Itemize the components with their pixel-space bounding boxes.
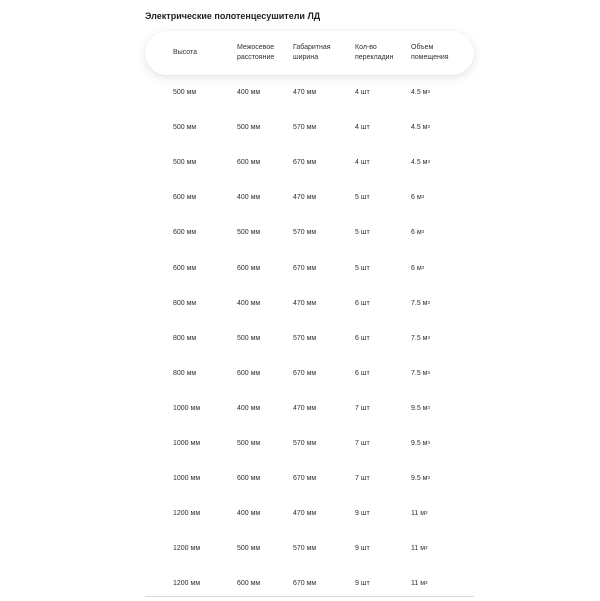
header-overall-width: Габаритная ширина: [293, 44, 331, 61]
unit-superscript: 3: [427, 439, 431, 445]
unit-superscript: 3: [425, 545, 428, 551]
cell-height: 800 мм: [173, 299, 197, 307]
cell-height: 600 мм: [173, 194, 197, 202]
cell-room-volume: 7.5 м $^3$: [411, 334, 431, 342]
cell-overall-width: 570 мм: [293, 439, 317, 447]
unit-superscript: 3: [427, 369, 431, 375]
cell-overall-width: 470 мм: [293, 510, 317, 518]
cell-room-volume: 4.5 м $^3$: [411, 159, 431, 167]
specs-table: [145, 31, 474, 601]
cell-rungs-count: 9 шт: [355, 510, 370, 518]
cell-overall-width: 670 мм: [293, 369, 317, 377]
table-row: [145, 426, 474, 461]
cell-center-distance: 400 мм: [237, 510, 261, 518]
unit-superscript: 3: [421, 194, 425, 200]
cell-height: 1000 мм: [173, 475, 201, 483]
cell-center-distance: 500 мм: [237, 545, 261, 553]
cell-height: 1000 мм: [173, 404, 201, 412]
cell-overall-width: 470 мм: [293, 194, 317, 202]
cell-overall-width: 670 мм: [293, 475, 317, 483]
cell-rungs-count: 6 шт: [355, 369, 370, 377]
table-row: [145, 180, 474, 215]
cell-center-distance: 400 мм: [237, 89, 261, 97]
cell-overall-width: 670 мм: [293, 580, 317, 588]
cell-rungs-count: 5 шт: [355, 229, 370, 237]
cell-rungs-count: 4 шт: [355, 89, 370, 97]
cell-center-distance: 400 мм: [237, 194, 261, 202]
unit-superscript: 3: [427, 334, 431, 340]
cell-center-distance: 500 мм: [237, 334, 261, 342]
unit-superscript: 3: [427, 159, 431, 165]
table-row: [145, 321, 474, 356]
cell-room-volume: 11 м $^3$: [411, 545, 428, 553]
cell-overall-width: 470 мм: [293, 89, 317, 97]
header-rungs-count: Кол-во перекладин: [355, 44, 394, 61]
cell-room-volume: 7.5 м $^3$: [411, 369, 431, 377]
cell-rungs-count: 7 шт: [355, 475, 370, 483]
cell-room-volume: 4.5 м $^3$: [411, 124, 431, 132]
cell-rungs-count: 5 шт: [355, 194, 370, 202]
cell-room-volume: 4.5 м $^3$: [411, 89, 431, 97]
table-row: [145, 286, 474, 321]
cell-overall-width: 570 мм: [293, 229, 317, 237]
table-row: [145, 531, 474, 566]
table-row: [145, 496, 474, 531]
cell-overall-width: 570 мм: [293, 545, 317, 553]
cell-height: 500 мм: [173, 124, 197, 132]
cell-room-volume: 9.5 м $^3$: [411, 404, 431, 412]
cell-room-volume: 11 м $^3$: [411, 510, 428, 518]
table-row: [145, 145, 474, 180]
cell-height: 800 мм: [173, 369, 197, 377]
unit-superscript: 3: [427, 124, 431, 130]
cell-height: 1000 мм: [173, 439, 201, 447]
cell-room-volume: 6 м $^3$: [411, 194, 425, 202]
cell-overall-width: 470 мм: [293, 299, 317, 307]
cell-center-distance: 600 мм: [237, 369, 261, 377]
unit-superscript: 3: [427, 299, 431, 305]
table-row: [145, 391, 474, 426]
cell-rungs-count: 6 шт: [355, 299, 370, 307]
table-body: [145, 75, 474, 601]
table-header: [145, 31, 474, 75]
cell-center-distance: 600 мм: [237, 159, 261, 167]
cell-center-distance: 600 мм: [237, 475, 261, 483]
unit-superscript: 3: [427, 475, 431, 481]
table-row: [145, 461, 474, 496]
cell-overall-width: 670 мм: [293, 159, 317, 167]
cell-height: 600 мм: [173, 264, 197, 272]
cell-rungs-count: 7 шт: [355, 439, 370, 447]
table-row: [145, 75, 474, 110]
cell-room-volume: 7.5 м $^3$: [411, 299, 431, 307]
cell-center-distance: 400 мм: [237, 404, 261, 412]
cell-overall-width: 570 мм: [293, 124, 317, 132]
cell-center-distance: 500 мм: [237, 124, 261, 132]
cell-room-volume: 11 м $^3$: [411, 580, 428, 588]
unit-superscript: 3: [427, 89, 431, 95]
header-height: Высота: [173, 49, 198, 56]
cell-room-volume: 6 м $^3$: [411, 264, 425, 272]
cell-rungs-count: 4 шт: [355, 124, 370, 132]
table-row: [145, 215, 474, 250]
page-title: Электрические полотенцесушители ЛД: [145, 11, 321, 21]
cell-center-distance: 600 мм: [237, 264, 261, 272]
table-row: [145, 110, 474, 145]
cell-height: 500 мм: [173, 89, 197, 97]
cell-center-distance: 500 мм: [237, 439, 261, 447]
header-room-volume: Объем помещения: [411, 44, 449, 61]
unit-superscript: 3: [421, 229, 425, 235]
cell-rungs-count: 4 шт: [355, 159, 370, 167]
cell-rungs-count: 6 шт: [355, 334, 370, 342]
cell-height: 600 мм: [173, 229, 197, 237]
table-bottom-divider: [145, 596, 474, 597]
cell-height: 500 мм: [173, 159, 197, 167]
table-row: [145, 250, 474, 285]
unit-superscript: 3: [427, 404, 431, 410]
cell-rungs-count: 7 шт: [355, 404, 370, 412]
cell-overall-width: 570 мм: [293, 334, 317, 342]
cell-center-distance: 600 мм: [237, 580, 261, 588]
cell-overall-width: 670 мм: [293, 264, 317, 272]
cell-room-volume: 9.5 м $^3$: [411, 475, 431, 483]
cell-room-volume: 9.5 м $^3$: [411, 439, 431, 447]
cell-height: 800 мм: [173, 334, 197, 342]
cell-room-volume: 6 м $^3$: [411, 229, 425, 237]
cell-rungs-count: 5 шт: [355, 264, 370, 272]
cell-rungs-count: 9 шт: [355, 580, 370, 588]
unit-superscript: 3: [425, 510, 428, 516]
header-center-distance: Межосевое расстояние: [237, 44, 275, 61]
unit-superscript: 3: [421, 264, 425, 270]
unit-superscript: 3: [425, 580, 428, 586]
cell-overall-width: 470 мм: [293, 404, 317, 412]
cell-center-distance: 500 мм: [237, 229, 261, 237]
cell-center-distance: 400 мм: [237, 299, 261, 307]
table-row: [145, 356, 474, 391]
cell-height: 1200 мм: [173, 510, 201, 518]
cell-height: 1200 мм: [173, 580, 201, 588]
cell-rungs-count: 9 шт: [355, 545, 370, 553]
cell-height: 1200 мм: [173, 545, 201, 553]
